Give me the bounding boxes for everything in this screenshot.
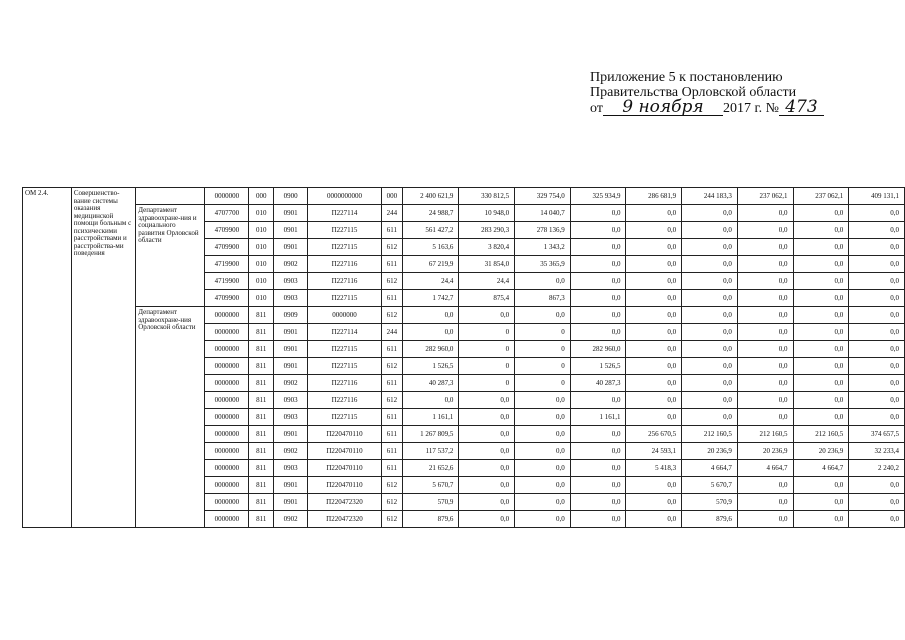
value-cell: 0,0	[793, 222, 849, 239]
value-cell: 1 343,2	[515, 239, 571, 256]
value-cell: 32 233,4	[849, 443, 905, 460]
value-cell: 256 670,5	[626, 426, 682, 443]
value-cell: 0,0	[849, 392, 905, 409]
value-cell: 0,0	[682, 307, 738, 324]
code-cell: 0901	[274, 205, 308, 222]
value-cell: 282 960,0	[402, 341, 459, 358]
code-cell: 811	[249, 341, 274, 358]
value-cell: 570,9	[402, 494, 459, 511]
value-cell: 0	[459, 375, 515, 392]
value-cell: 0	[459, 341, 515, 358]
value-cell: 0,0	[793, 409, 849, 426]
value-cell: 0,0	[626, 392, 682, 409]
value-cell: 31 854,0	[459, 256, 515, 273]
value-cell: 0,0	[570, 392, 626, 409]
code-cell: 811	[249, 460, 274, 477]
value-cell: 1 742,7	[402, 290, 459, 307]
code-cell: 612	[381, 239, 402, 256]
value-cell: 237 062,1	[793, 188, 849, 205]
value-cell: 0,0	[570, 494, 626, 511]
value-cell: 374 657,5	[849, 426, 905, 443]
value-cell: 286 681,9	[626, 188, 682, 205]
value-cell: 20 236,9	[793, 443, 849, 460]
value-cell: 0	[515, 341, 571, 358]
value-cell: 0,0	[793, 239, 849, 256]
table-body	[23, 188, 905, 528]
value-cell: 0,0	[515, 477, 571, 494]
value-cell: 0,0	[626, 205, 682, 222]
code-cell: 0000000	[205, 188, 249, 205]
value-cell: 875,4	[459, 290, 515, 307]
value-cell: 24,4	[402, 273, 459, 290]
value-cell: 0,0	[626, 307, 682, 324]
code-cell: 611	[381, 290, 402, 307]
code-cell: 811	[249, 324, 274, 341]
value-cell: 0,0	[515, 511, 571, 528]
value-cell: 5 163,6	[402, 239, 459, 256]
value-cell: 0,0	[682, 290, 738, 307]
code-cell: П220472320	[308, 511, 382, 528]
value-cell: 0,0	[515, 494, 571, 511]
value-cell: 0,0	[849, 239, 905, 256]
value-cell: 0,0	[793, 392, 849, 409]
value-cell: 0,0	[737, 477, 793, 494]
code-cell: 4709900	[205, 290, 249, 307]
value-cell: 0,0	[459, 477, 515, 494]
value-cell: 0,0	[849, 358, 905, 375]
code-cell: П227115	[308, 222, 382, 239]
code-cell: 0000000	[205, 443, 249, 460]
value-cell: 35 365,9	[515, 256, 571, 273]
value-cell: 0,0	[459, 511, 515, 528]
value-cell: 0,0	[793, 273, 849, 290]
value-cell: 282 960,0	[570, 341, 626, 358]
value-cell: 0,0	[793, 494, 849, 511]
value-cell: 0,0	[849, 273, 905, 290]
code-cell: П220472320	[308, 494, 382, 511]
value-cell: 20 236,9	[682, 443, 738, 460]
value-cell: 0,0	[737, 375, 793, 392]
value-cell: 5 670,7	[402, 477, 459, 494]
value-cell: 1 161,1	[402, 409, 459, 426]
value-cell: 1 526,5	[570, 358, 626, 375]
value-cell: 0,0	[849, 409, 905, 426]
code-cell: П227115	[308, 358, 382, 375]
value-cell: 4 664,7	[682, 460, 738, 477]
code-cell: П227114	[308, 324, 382, 341]
value-cell: 0,0	[849, 375, 905, 392]
code-cell: 4719900	[205, 256, 249, 273]
value-cell: 409 131,1	[849, 188, 905, 205]
value-cell: 0,0	[570, 273, 626, 290]
value-cell: 0,0	[793, 307, 849, 324]
handwritten-date: 9 ноября	[603, 100, 723, 116]
value-cell: 278 136,9	[515, 222, 571, 239]
value-cell: 0	[515, 358, 571, 375]
code-cell: 0902	[274, 256, 308, 273]
code-cell: 0901	[274, 494, 308, 511]
value-cell: 0,0	[570, 426, 626, 443]
code-cell: П220470110	[308, 460, 382, 477]
value-cell: 0,0	[459, 392, 515, 409]
code-cell: П220470110	[308, 477, 382, 494]
header-line-2: Правительства Орловской области	[590, 85, 797, 100]
value-cell: 0,0	[737, 494, 793, 511]
code-cell: 010	[249, 222, 274, 239]
value-cell: 0,0	[515, 307, 571, 324]
value-cell: 0,0	[626, 494, 682, 511]
code-cell: 0902	[274, 443, 308, 460]
value-cell: 0,0	[682, 239, 738, 256]
code-cell: 000	[249, 188, 274, 205]
code-cell: 0902	[274, 375, 308, 392]
value-cell: 212 160,5	[793, 426, 849, 443]
value-cell: 0,0	[626, 341, 682, 358]
value-cell: 329 754,0	[515, 188, 571, 205]
code-cell: 0000000	[205, 392, 249, 409]
code-cell: 611	[381, 222, 402, 239]
code-cell: П227115	[308, 239, 382, 256]
code-cell: 811	[249, 426, 274, 443]
value-cell: 5 670,7	[682, 477, 738, 494]
value-cell: 212 160,5	[682, 426, 738, 443]
table-row	[23, 188, 905, 205]
value-cell: 0,0	[849, 324, 905, 341]
value-cell: 67 219,9	[402, 256, 459, 273]
value-cell: 0,0	[793, 358, 849, 375]
code-cell: 0903	[274, 273, 308, 290]
code-cell: 0000000	[205, 375, 249, 392]
value-cell: 0,0	[626, 324, 682, 341]
value-cell: 0,0	[570, 443, 626, 460]
value-cell: 0,0	[849, 494, 905, 511]
code-cell: 0000000	[308, 307, 382, 324]
code-cell: 0901	[274, 341, 308, 358]
code-cell: 811	[249, 477, 274, 494]
code-cell: 0903	[274, 290, 308, 307]
value-cell: 0,0	[682, 256, 738, 273]
code-cell: 0901	[274, 324, 308, 341]
code-cell: 4719900	[205, 273, 249, 290]
executor-dept-1-cell: Департамент здравоохране-ния и социального развития Орловской области	[136, 205, 205, 307]
value-cell: 0,0	[459, 443, 515, 460]
code-cell: 244	[381, 324, 402, 341]
code-cell: 0000000	[205, 511, 249, 528]
code-cell: 0901	[274, 222, 308, 239]
value-cell: 40 287,3	[570, 375, 626, 392]
value-cell: 0,0	[793, 290, 849, 307]
code-cell: 611	[381, 341, 402, 358]
value-cell: 0,0	[737, 307, 793, 324]
value-cell: 0,0	[682, 392, 738, 409]
value-cell: 14 040,7	[515, 205, 571, 222]
value-cell: 0,0	[626, 477, 682, 494]
value-cell: 0,0	[682, 205, 738, 222]
value-cell: 0,0	[737, 205, 793, 222]
value-cell: 0,0	[402, 324, 459, 341]
code-cell: 811	[249, 443, 274, 460]
code-cell: 244	[381, 205, 402, 222]
value-cell: 330 812,5	[459, 188, 515, 205]
header-line-1: Приложение 5 к постановлению	[590, 70, 783, 85]
value-cell: 0,0	[570, 290, 626, 307]
value-cell: 0,0	[626, 511, 682, 528]
code-cell: П227116	[308, 256, 382, 273]
code-cell: 010	[249, 273, 274, 290]
value-cell: 0,0	[849, 511, 905, 528]
code-cell: 0000000	[205, 341, 249, 358]
code-cell: 0903	[274, 392, 308, 409]
header-line-3	[590, 97, 890, 117]
value-cell: 0,0	[515, 273, 571, 290]
value-cell: 0,0	[737, 256, 793, 273]
code-cell: 611	[381, 375, 402, 392]
value-cell: 0,0	[793, 375, 849, 392]
value-cell: 5 418,3	[626, 460, 682, 477]
value-cell: 0,0	[737, 273, 793, 290]
code-cell: П227116	[308, 273, 382, 290]
code-cell: 612	[381, 494, 402, 511]
value-cell: 0,0	[515, 392, 571, 409]
code-cell: П220470110	[308, 443, 382, 460]
code-cell: 611	[381, 443, 402, 460]
code-cell: 010	[249, 256, 274, 273]
value-cell: 0,0	[459, 460, 515, 477]
code-cell: 0000000	[205, 494, 249, 511]
value-cell: 0,0	[402, 392, 459, 409]
code-cell: П227115	[308, 341, 382, 358]
code-cell: 0000000	[205, 358, 249, 375]
code-cell: П227115	[308, 290, 382, 307]
code-cell: 0000000	[205, 426, 249, 443]
value-cell: 0,0	[515, 426, 571, 443]
value-cell: 0,0	[849, 307, 905, 324]
code-cell: 612	[381, 511, 402, 528]
value-cell: 0,0	[737, 511, 793, 528]
code-cell: 0902	[274, 511, 308, 528]
code-cell: 612	[381, 392, 402, 409]
value-cell: 0,0	[737, 392, 793, 409]
code-cell: 0901	[274, 358, 308, 375]
code-cell: 0000000	[205, 477, 249, 494]
value-cell: 244 183,3	[682, 188, 738, 205]
value-cell: 879,6	[682, 511, 738, 528]
value-cell: 1 267 809,5	[402, 426, 459, 443]
value-cell: 1 161,1	[570, 409, 626, 426]
value-cell: 0,0	[793, 256, 849, 273]
value-cell: 0,0	[570, 222, 626, 239]
code-cell: 0000000000	[308, 188, 382, 205]
header-prefix: от	[590, 101, 603, 116]
value-cell: 0,0	[626, 375, 682, 392]
table-row	[23, 307, 905, 324]
value-cell: 24,4	[459, 273, 515, 290]
value-cell: 0,0	[737, 358, 793, 375]
code-cell: 811	[249, 358, 274, 375]
code-cell: 612	[381, 477, 402, 494]
value-cell: 212 160,5	[737, 426, 793, 443]
value-cell: 117 537,2	[402, 443, 459, 460]
value-cell: 0,0	[849, 256, 905, 273]
value-cell: 0,0	[570, 307, 626, 324]
document-header	[590, 70, 890, 116]
code-cell: 0903	[274, 460, 308, 477]
value-cell: 24 593,1	[626, 443, 682, 460]
value-cell: 0,0	[515, 443, 571, 460]
value-cell: 867,3	[515, 290, 571, 307]
code-cell: П227116	[308, 392, 382, 409]
value-cell: 0,0	[459, 307, 515, 324]
code-cell: 811	[249, 392, 274, 409]
handwritten-number: 473	[779, 100, 824, 116]
code-cell: 611	[381, 426, 402, 443]
value-cell: 10 948,0	[459, 205, 515, 222]
code-cell: 811	[249, 409, 274, 426]
code-cell: 010	[249, 290, 274, 307]
table-row	[23, 205, 905, 222]
value-cell: 40 287,3	[402, 375, 459, 392]
value-cell: 0,0	[682, 358, 738, 375]
code-cell: 0000000	[205, 460, 249, 477]
header-year: 2017 г. №	[722, 101, 779, 116]
code-cell: 811	[249, 375, 274, 392]
measure-name-cell: Совершенство-вание системы оказания медицинской помощи больным с психическими расстройствами и расстройства-ми поведения	[71, 188, 135, 528]
value-cell: 0,0	[570, 477, 626, 494]
value-cell: 2 400 621,9	[402, 188, 459, 205]
code-cell: П220470110	[308, 426, 382, 443]
value-cell: 0,0	[849, 222, 905, 239]
value-cell: 0,0	[737, 222, 793, 239]
value-cell: 0,0	[459, 409, 515, 426]
value-cell: 0,0	[682, 222, 738, 239]
code-cell: 0909	[274, 307, 308, 324]
value-cell: 0,0	[737, 290, 793, 307]
value-cell: 0	[459, 358, 515, 375]
code-cell: 611	[381, 460, 402, 477]
value-cell: 24 988,7	[402, 205, 459, 222]
value-cell: 0,0	[570, 256, 626, 273]
value-cell: 1 526,5	[402, 358, 459, 375]
value-cell: 0,0	[737, 341, 793, 358]
value-cell: 0,0	[682, 409, 738, 426]
value-cell: 325 934,9	[570, 188, 626, 205]
value-cell: 3 820,4	[459, 239, 515, 256]
code-cell: 4707700	[205, 205, 249, 222]
value-cell: 0,0	[849, 341, 905, 358]
value-cell: 0,0	[793, 341, 849, 358]
code-cell: 611	[381, 256, 402, 273]
code-cell: 611	[381, 409, 402, 426]
value-cell: 0,0	[849, 205, 905, 222]
code-cell: П227115	[308, 409, 382, 426]
value-cell: 0,0	[402, 307, 459, 324]
value-cell: 0,0	[793, 205, 849, 222]
value-cell: 4 664,7	[793, 460, 849, 477]
code-cell: 612	[381, 307, 402, 324]
code-cell: 010	[249, 239, 274, 256]
code-cell: 811	[249, 494, 274, 511]
value-cell: 0,0	[626, 222, 682, 239]
code-cell: 0901	[274, 477, 308, 494]
value-cell: 0,0	[626, 358, 682, 375]
value-cell: 879,6	[402, 511, 459, 528]
value-cell: 283 290,3	[459, 222, 515, 239]
code-cell: 0900	[274, 188, 308, 205]
value-cell: 0,0	[515, 409, 571, 426]
value-cell: 2 240,2	[849, 460, 905, 477]
value-cell: 0,0	[626, 409, 682, 426]
code-cell: 0000000	[205, 307, 249, 324]
value-cell: 561 427,2	[402, 222, 459, 239]
value-cell: 0,0	[849, 290, 905, 307]
code-cell: 4709900	[205, 222, 249, 239]
value-cell: 0,0	[849, 477, 905, 494]
value-cell: 4 664,7	[737, 460, 793, 477]
value-cell: 0,0	[682, 375, 738, 392]
value-cell: 0	[515, 375, 571, 392]
value-cell: 0,0	[793, 324, 849, 341]
code-cell: 0903	[274, 409, 308, 426]
code-cell: 4709900	[205, 239, 249, 256]
code-cell: 0901	[274, 426, 308, 443]
value-cell: 0,0	[570, 324, 626, 341]
value-cell: 0,0	[626, 256, 682, 273]
value-cell: 0,0	[737, 409, 793, 426]
value-cell: 0,0	[682, 273, 738, 290]
measure-code-cell: ОМ 2.4.	[23, 188, 72, 528]
value-cell: 0,0	[793, 511, 849, 528]
code-cell: 0000000	[205, 324, 249, 341]
value-cell: 20 236,9	[737, 443, 793, 460]
value-cell: 0,0	[737, 239, 793, 256]
code-cell: 612	[381, 358, 402, 375]
value-cell: 0,0	[626, 273, 682, 290]
code-cell: 811	[249, 307, 274, 324]
executor-dept-2-cell: Департамент здравоохране-ния Орловской области	[136, 307, 205, 528]
value-cell: 0,0	[570, 239, 626, 256]
value-cell: 0,0	[737, 324, 793, 341]
value-cell: 0,0	[570, 460, 626, 477]
value-cell: 0	[459, 324, 515, 341]
value-cell: 21 652,6	[402, 460, 459, 477]
value-cell: 0,0	[626, 290, 682, 307]
value-cell: 0,0	[459, 426, 515, 443]
value-cell: 237 062,1	[737, 188, 793, 205]
value-cell: 0,0	[570, 205, 626, 222]
value-cell: 570,9	[682, 494, 738, 511]
code-cell: П227114	[308, 205, 382, 222]
executor-empty-cell	[136, 188, 205, 205]
value-cell: 0,0	[682, 324, 738, 341]
value-cell: 0,0	[515, 460, 571, 477]
value-cell: 0,0	[626, 239, 682, 256]
value-cell: 0	[515, 324, 571, 341]
code-cell: 612	[381, 273, 402, 290]
value-cell: 0,0	[459, 494, 515, 511]
code-cell: П227116	[308, 375, 382, 392]
code-cell: 0000000	[205, 409, 249, 426]
code-cell: 811	[249, 511, 274, 528]
code-cell: 000	[381, 188, 402, 205]
code-cell: 0901	[274, 239, 308, 256]
value-cell: 0,0	[682, 341, 738, 358]
budget-table	[22, 187, 905, 528]
code-cell: 010	[249, 205, 274, 222]
value-cell: 0,0	[570, 511, 626, 528]
value-cell: 0,0	[793, 477, 849, 494]
